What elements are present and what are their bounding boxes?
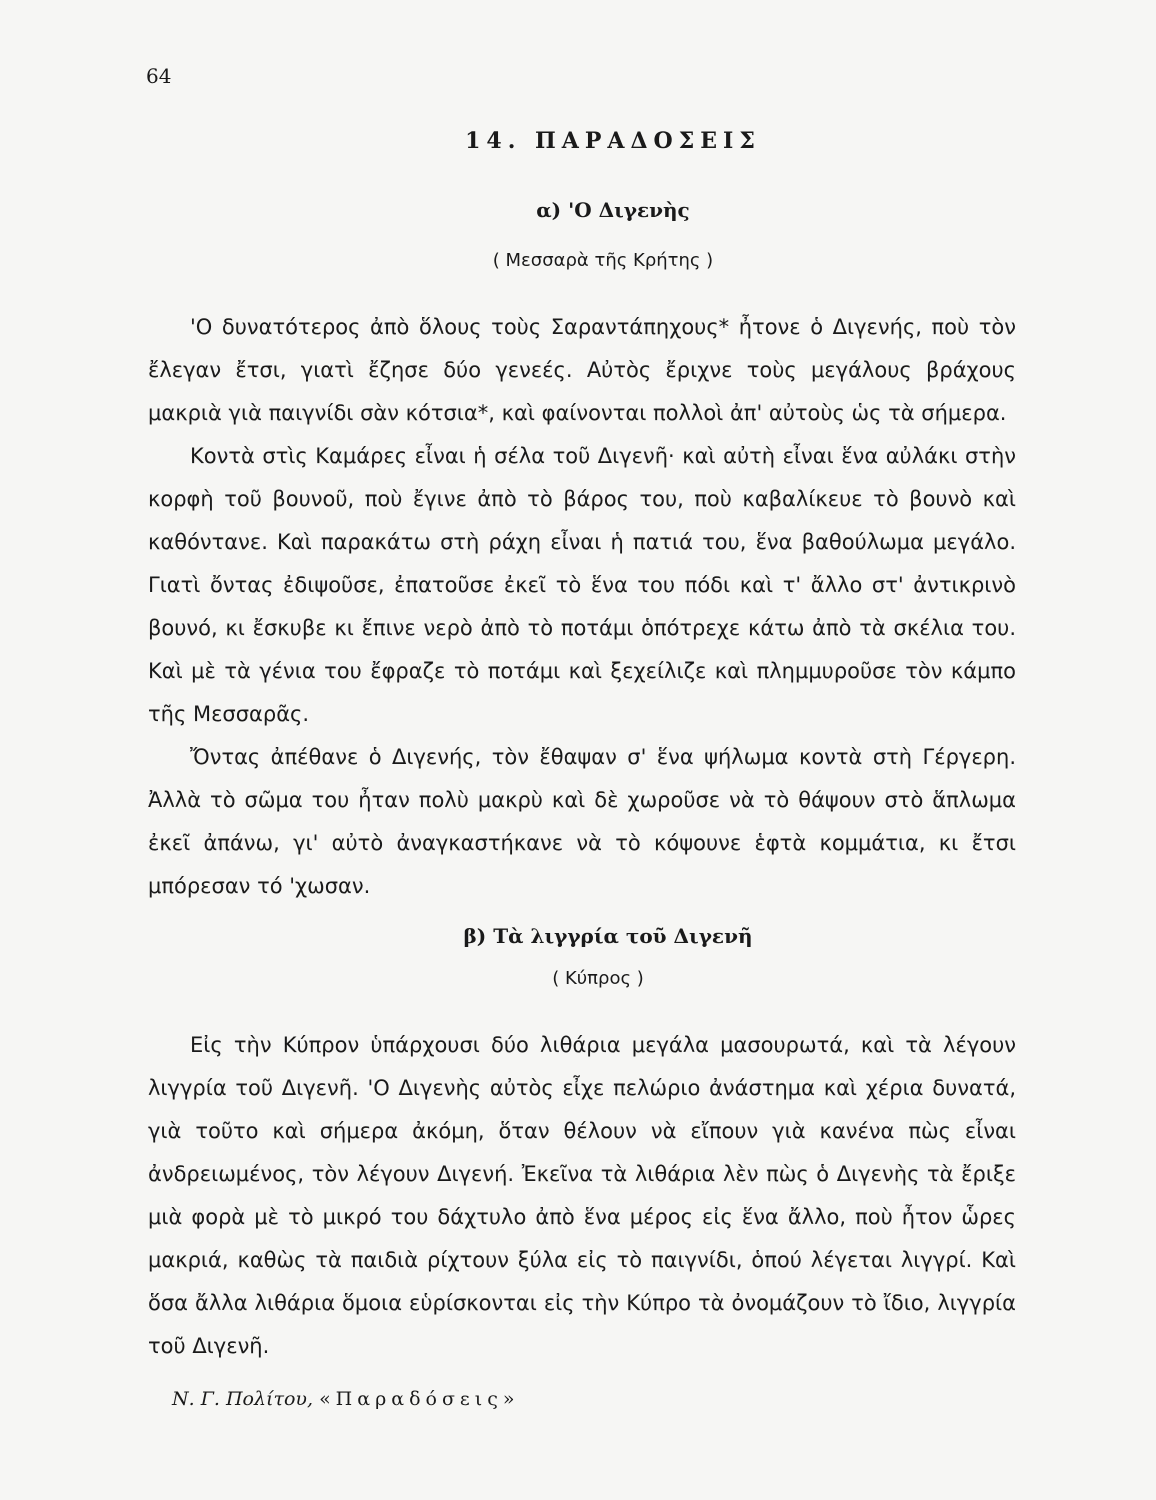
section-b-source: ( Κύπρος )	[552, 968, 644, 989]
section-b-title: β) Τὰ λιγγρία τοῦ Διγενῆ	[463, 924, 753, 948]
paragraph: Ὄντας ἀπέθανε ὁ Διγενής, τὸν ἔθαψαν σ' ἕνα ψήλωμα κοντὰ στὴ Γέργερη. Ἀλλὰ τὸ σῶμα του ἦταν πολὺ μακρὺ καὶ δὲ χωροῦσε νὰ τὸ θάψουν στὸ ἅπλωμα ἐκεῖ ἀπάνω, γι' αὐτὸ ἀναγκαστήκανε νὰ τὸ κόψουνε ἑφτὰ κομμάτια, κι ἔτσι μπόρεσαν τό 'χωσαν.	[148, 745, 1016, 898]
paragraph: Εἰς τὴν Κύπρον ὑπάρχουσι δύο λιθάρια μεγάλα μασουρωτά, καὶ τὰ λέγουν λιγγρία τοῦ Διγενῆ. 'Ο Διγενὴς αὐτὸς εἶχε πελώριο ἀνάστημα καὶ χέρια δυνατά, γιὰ τοῦτο καὶ σήμερα ἀκόμη, ὅταν θέλουν νὰ εἴπουν γιὰ κανένα πὼς εἶναι ἀνδρειωμένος, τὸν λέγουν Διγενή. Ἐκεῖνα τὰ λιθάρια λὲν πὼς ὁ Διγενὴς τὰ ἔριξε μιὰ φορὰ μὲ τὸ μικρό του δάχτυλο ἀπὸ ἕνα μέρος εἰς ἕνα ἄλλο, ποὺ ἦτον ὧρες μακριά, καθὼς τὰ παιδιὰ ρίχτουν ξύλα εἰς τὸ παιγνίδι, ὁπού λέγεται λιγγρί. Καὶ ὅσα ἄλλα λιθάρια ὅμοια εὑρίσκονται εἰς τὴν Κύπρο τὰ ὀνομάζουν τὸ ἴδιο, λιγγρία τοῦ Διγενῆ.	[148, 1033, 1016, 1358]
section-a-title: α) 'Ο Διγενὴς	[536, 198, 690, 222]
citation-author: Ν. Γ. Πολίτου,	[172, 1388, 314, 1410]
section-a-source: ( Μεσσαρὰ τῆς Κρήτης )	[492, 250, 714, 271]
paragraph: Κοντὰ στὶς Καμάρες εἶναι ἡ σέλα τοῦ Διγενῆ· καὶ αὐτὴ εἶναι ἕνα αὐλάκι στὴν κορφὴ τοῦ βουνοῦ, ποὺ ἔγινε ἀπὸ τὸ βάρος του, ποὺ καβαλίκευε τὸ βουνὸ καὶ καθόντανε. Καὶ παρακάτω στὴ ράχη εἶναι ἡ πατιά του, ἕνα βαθούλωμα μεγάλο. Γιατὶ ὄντας ἐδιψοῦσε, ἐπατοῦσε ἐκεῖ τὸ ἕνα του πόδι καὶ τ' ἄλλο στ' ἀντικρινὸ βουνό, κι ἔσκυβε κι ἔπινε νερὸ ἀπὸ τὸ ποτάμι ὁπότρεχε κάτω ἀπὸ τὰ σκέλια του. Καὶ μὲ τὰ γένια του ἔφραζε τὸ ποτάμι καὶ ξεχείλιζε καὶ πλημμυροῦσε τὸν κάμπο τῆς Μεσσαρᾶς.	[148, 444, 1016, 726]
chapter-title: 14. ΠΑΡΑΔΟΣΕΙΣ	[465, 128, 761, 154]
paragraph: 'Ο δυνατότερος ἀπὸ ὅλους τοὺς Σαραντάπηχους* ἦτονε ὁ Διγενής, ποὺ τὸν ἔλεγαν ἔτσι, γιατὶ ἔζησε δύο γενεές. Αὐτὸς ἔριχνε τοὺς μεγάλους βράχους μακριὰ γιὰ παιγνίδι σὰν κότσια*, καὶ φαίνονται πολλοὶ ἀπ' αὐτοὺς ὡς τὰ σήμερα.	[148, 315, 1016, 425]
page-number: 64	[146, 64, 172, 88]
citation	[172, 1388, 520, 1410]
section-a-text	[148, 306, 1016, 908]
citation-work: «Παραδόσεις»	[319, 1388, 520, 1410]
section-b-text	[148, 1024, 1016, 1368]
